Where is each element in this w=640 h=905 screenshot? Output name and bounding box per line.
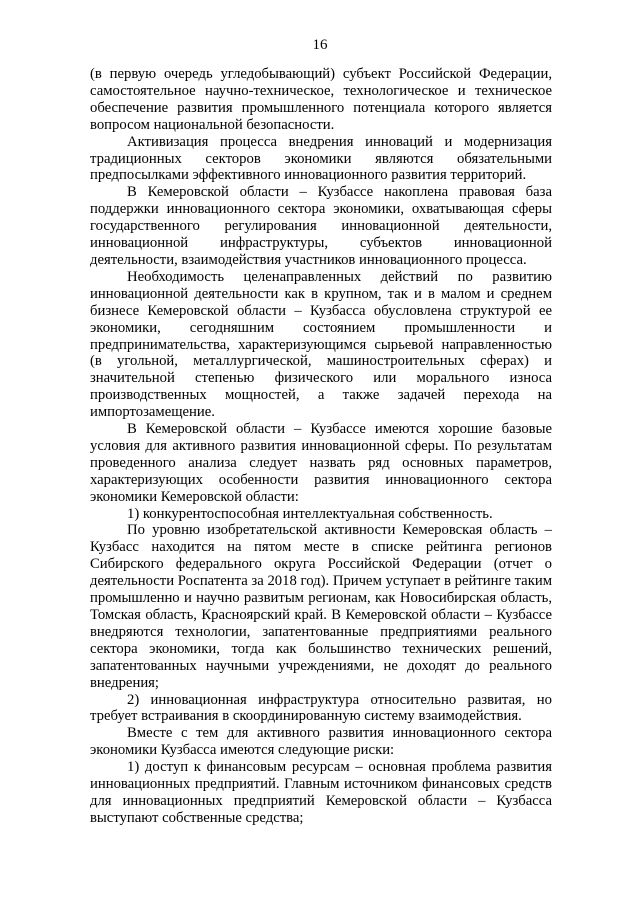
paragraph: Вместе с тем для активного развития инновационного сектора экономики Кузбасса имеются следующие риски: [90, 725, 552, 759]
list-item: 2) инновационная инфраструктура относительно развитая, но требует встраивания в скоординированную систему взаимодействия. [90, 691, 552, 725]
paragraph: В Кемеровской области – Кузбассе имеются хорошие базовые условия для активного развития инновационной сферы. По результатам проведенного анализа следует назвать ряд основных параметров, характеризующих особенности развития инновационного сектора экономики Кемеровской области: [90, 421, 552, 505]
list-item: 1) конкурентоспособная интеллектуальная собственность. [127, 505, 493, 522]
paragraph: По уровню изобретательской активности Кемеровская область – Кузбасс находится на пятом месте в списке рейтинга регионов Сибирского федерального округа Российской Федерации (отчет о деятельности Роспатента за 2018 год). Причем уступает в рейтинге таким промышленно и научно развитым регионам, как Новосибирская область, Томская область, Красноярский край. В Кемеровской области – Кузбассе внедряются технологии, запатентованные предприятиями реального сектора экономики, тогда как большинство технических решений, запатентованных научными учреждениями, не доходят до реального внедрения; [90, 522, 552, 691]
list-item: 1) доступ к финансовым ресурсам – основная проблема развития инновационных предприятий. Главным источником финансовых средств для инновационных предприятий Кемеровской области – Кузбасса выступают собственные средства; [90, 759, 552, 826]
paragraph: Необходимость целенаправленных действий по развитию инновационной деятельности как в крупном, так и в малом и среднем бизнесе Кемеровской области – Кузбасса обусловлена структурой ее экономики, сегодняшним состоянием промышленности и предпринимательства, характеризующимся сырьевой направленностью (в угольной, металлургической, машиностроительных сферах) и значительной степенью физического или морального износа производственных мощностей, а также задачей перехода на импортозамещение. [90, 268, 552, 421]
paragraph: (в первую очередь угледобывающий) субъект Российской Федерации, самостоятельное научно-техническое, технологическое и техническое обеспечение развития промышленного потенциала которого является вопросом национальной безопасности. [90, 66, 552, 133]
paragraph: Активизация процесса внедрения инноваций и модернизация традиционных секторов экономики являются обязательными предпосылками эффективного инновационного развития территорий. [90, 133, 552, 184]
page-number: 16 [312, 37, 328, 53]
document-body [90, 66, 552, 827]
paragraph: В Кемеровской области – Кузбассе накоплена правовая база поддержки инновационного сектора экономики, охватывающая сферы государственного регулирования инновационной деятельности, инновационной инфраструктуры, субъектов инновационной деятельности, взаимодействия участников инновационного процесса. [90, 184, 552, 268]
